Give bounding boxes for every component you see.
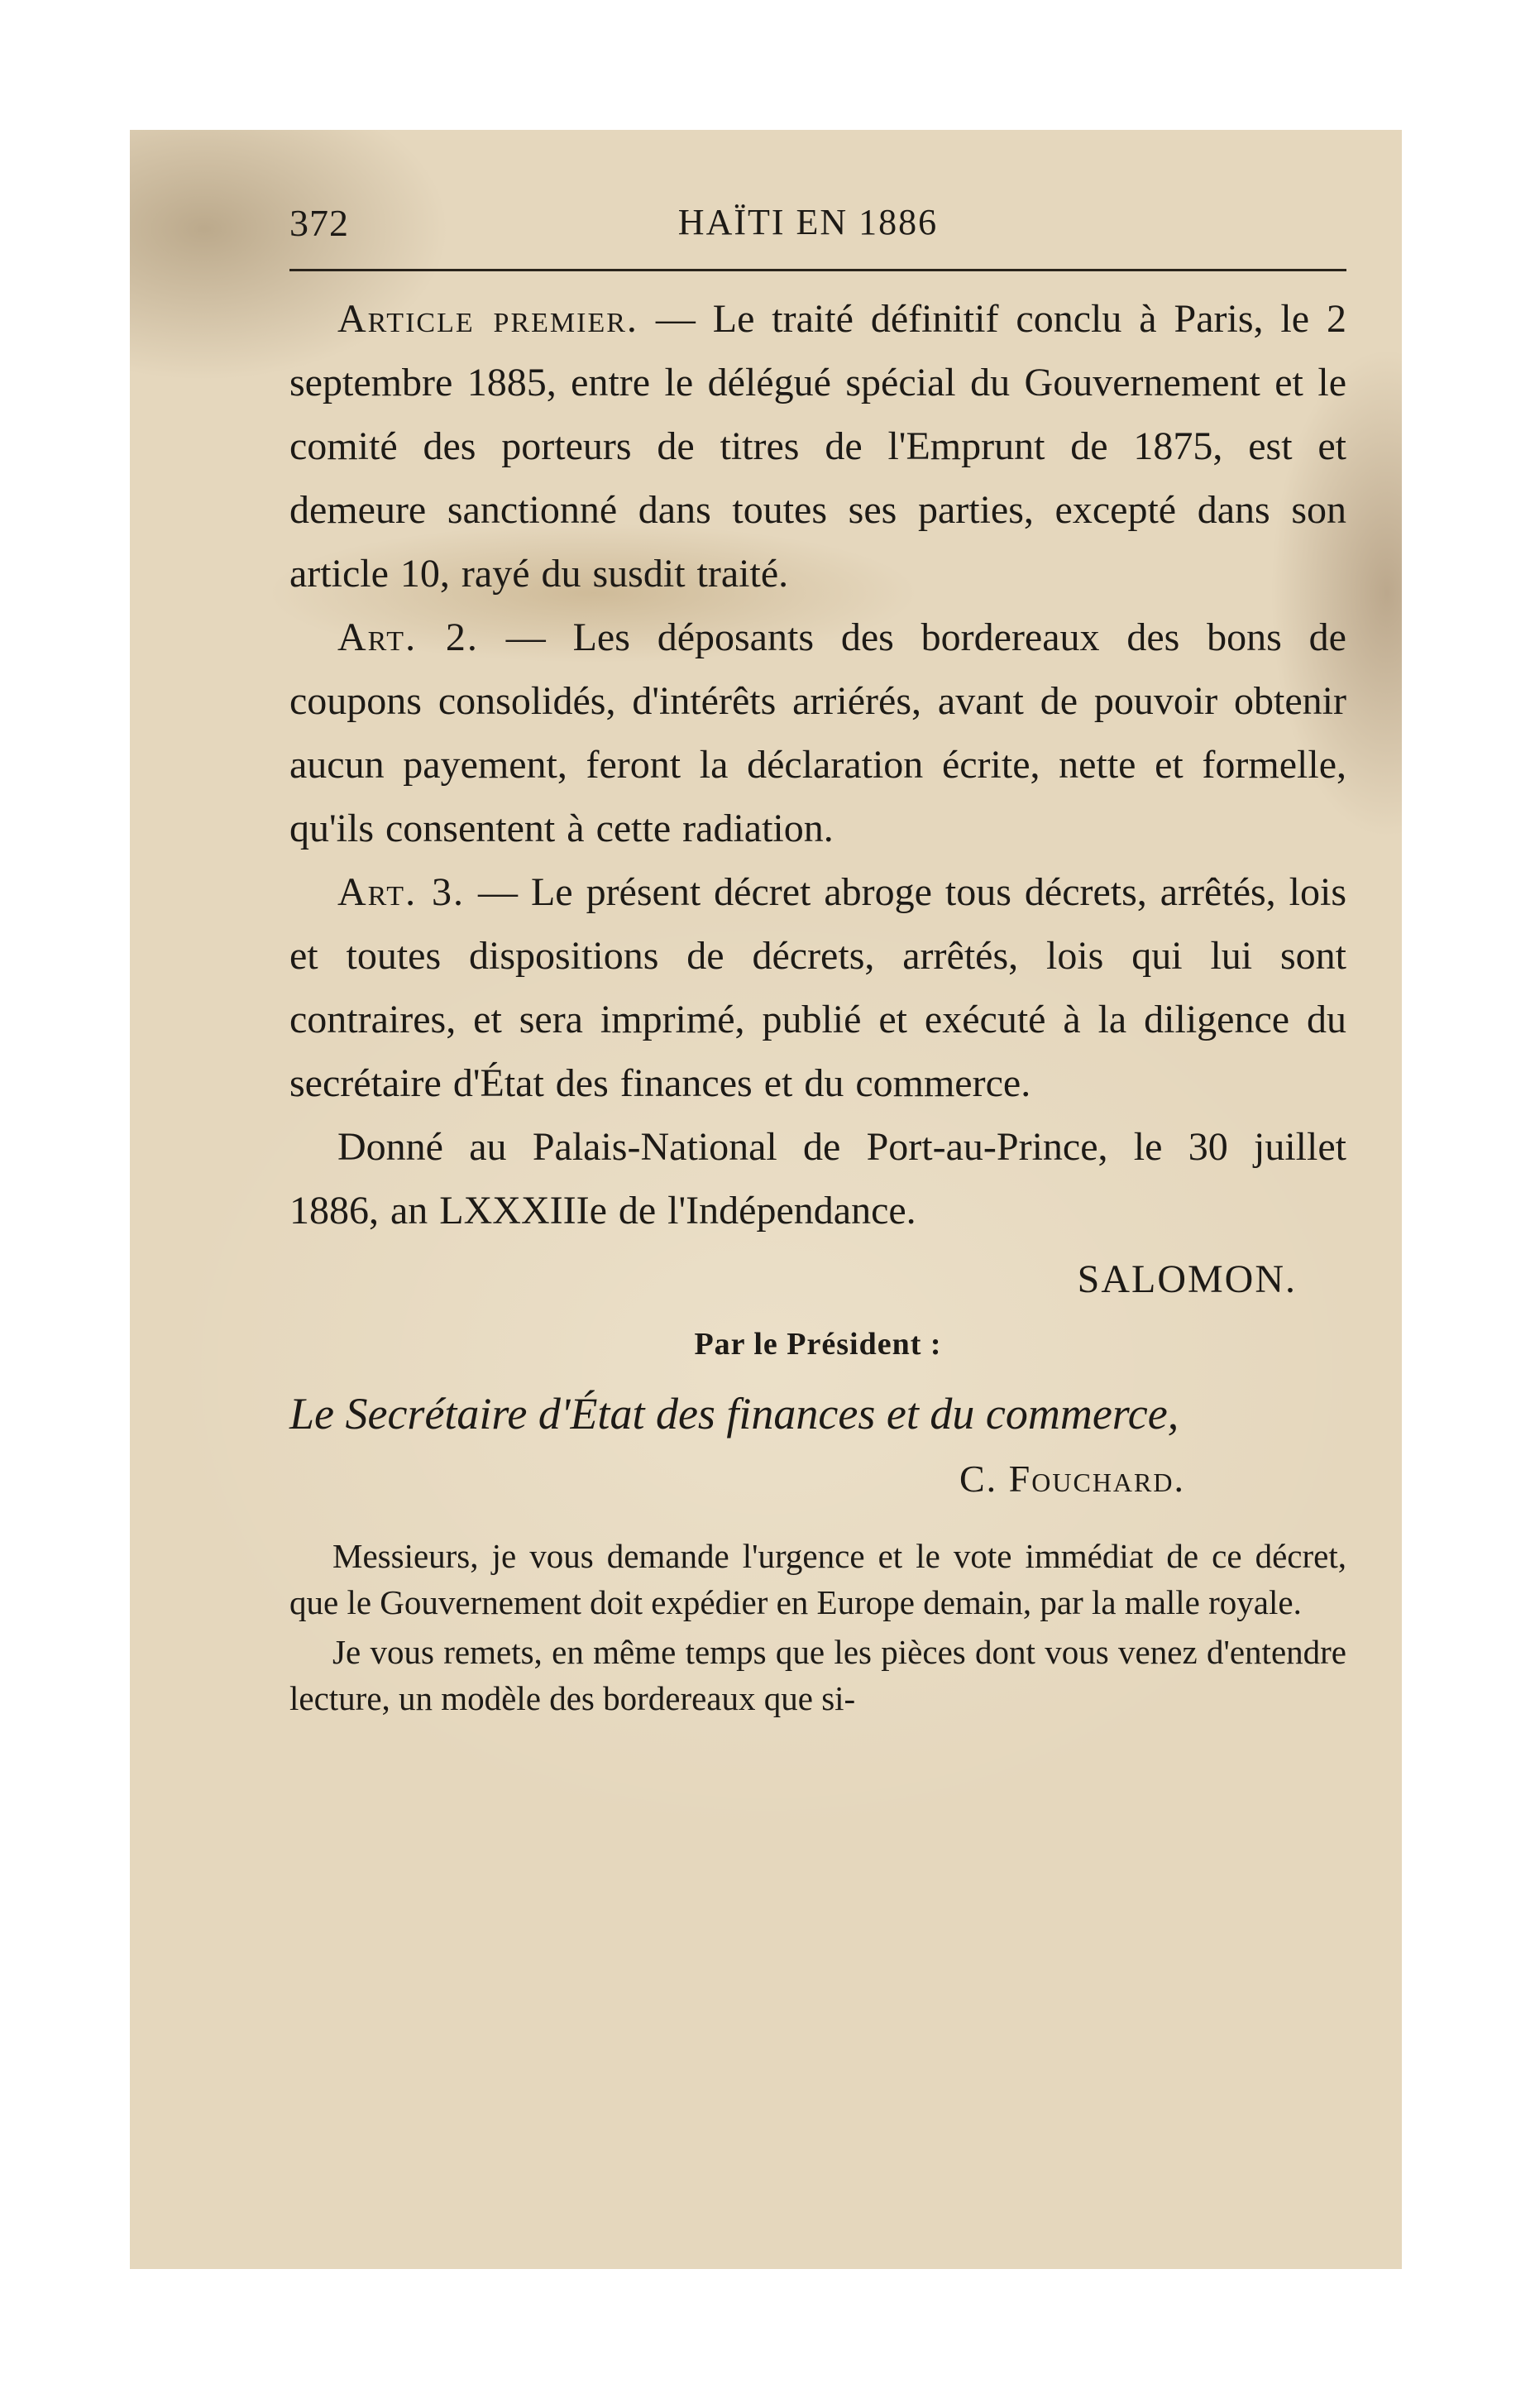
article-text: — Le présent décret abroge tous décrets, arrêtés, lois et toutes dispositions de décrets, arrêtés, lois qui lui sont contraires, et sera imprimé, publié et exécuté à la diligence du secrétaire d'État des finances et du commerce. [289, 870, 1346, 1105]
page-header [289, 201, 1327, 259]
speech-paragraph: Je vous remets, en même temps que les pièces dont vous venez d'entendre lecture, un modèle des bordereaux que si- [289, 1633, 1346, 1717]
page-number: 372 [289, 202, 349, 244]
article-label: Art. 3. [337, 870, 466, 914]
speech-paragraph: Messieurs, je vous demande l'urgence et le vote immédiat de ce décret, que le Gouvernement doit expédier en Europe demain, par la malle royale. [289, 1537, 1346, 1621]
book-page [130, 130, 1402, 2269]
page-body [289, 287, 1346, 1725]
article-text: — Les déposants des bordereaux des bons de coupons consolidés, d'intérêts arriérés, avant de pouvoir obtenir aucun payement, feront la déclaration écrite, nette et formelle, qu'ils consentent à cette radiation. [289, 615, 1346, 850]
by-president-line: Par le Président : [694, 1327, 942, 1362]
president-signature: SALOMON. [1077, 1257, 1297, 1301]
secretary-signature: C. Fouchard. [959, 1458, 1185, 1500]
article-2 [289, 606, 1346, 860]
article-3 [289, 860, 1346, 1115]
article-label: Art. 2. [337, 615, 479, 659]
header-rule [289, 269, 1346, 271]
article-label: Article premier. [337, 297, 638, 341]
running-title: HAÏTI EN 1886 [677, 202, 939, 242]
article-text: — Le traité définitif conclu à Paris, le 2 septembre 1885, entre le délégué spécial du Gouvernement et le comité des porteurs de titres de l'Emprunt de 1875, est et demeure sanctionné dans toutes ses parties, excepté dans son article 10, rayé du susdit traité. [289, 297, 1346, 596]
speech-block [289, 1533, 1346, 1721]
article-first [289, 287, 1346, 606]
given-at-paragraph: Donné au Palais-National de Port-au-Prince, le 30 juillet 1886, an LXXXIIIe de l'Indépendance. [289, 1125, 1346, 1233]
secretary-title: Le Secrétaire d'État des finances et du commerce, [289, 1389, 1179, 1439]
